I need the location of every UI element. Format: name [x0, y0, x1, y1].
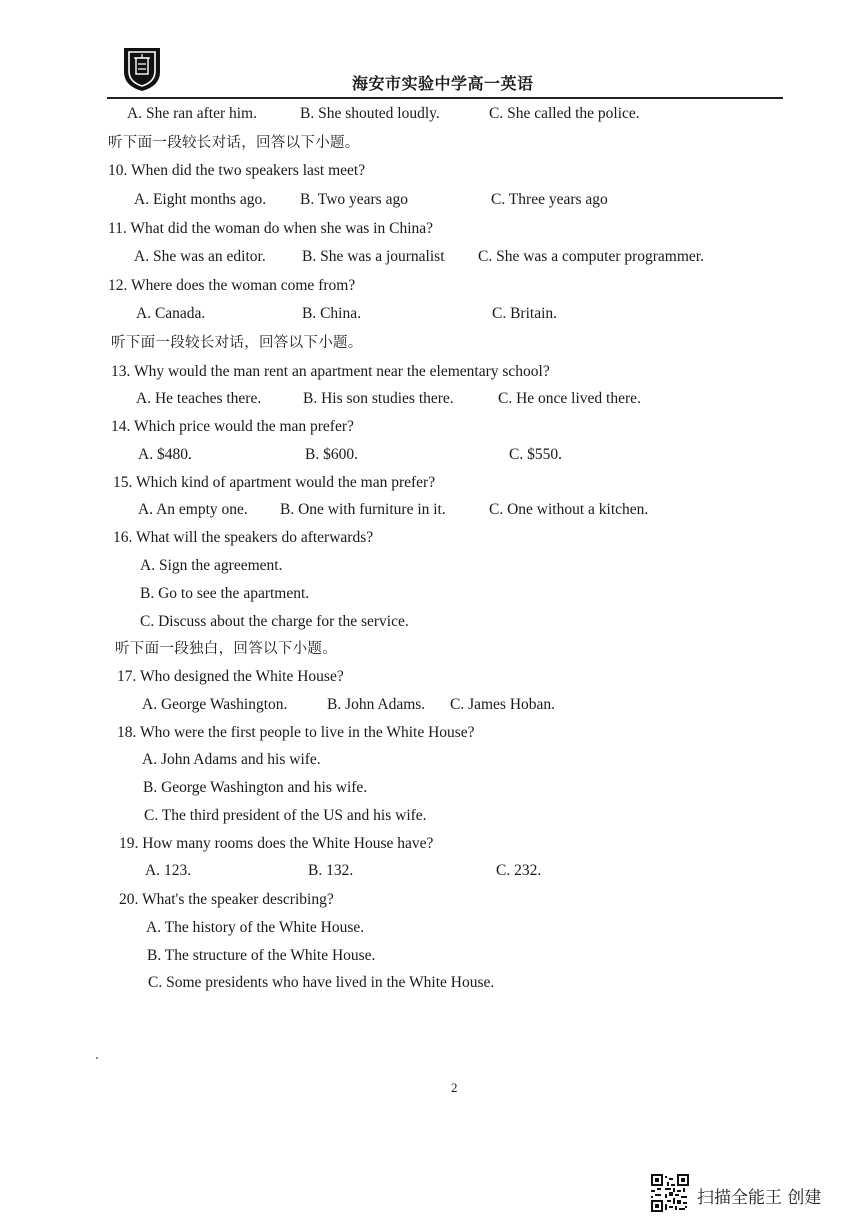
q11-option-b: B. She was a journalist [302, 248, 445, 265]
q10-option-a: A. Eight months ago. [134, 191, 267, 208]
q12-option-c: C. Britain. [492, 305, 558, 322]
q16-option-c: C. Discuss about the charge for the service. [140, 613, 409, 630]
question-15: 15. Which kind of apartment would the man prefer? [113, 474, 436, 491]
q12-option-b: B. China. [302, 305, 361, 322]
q18-option-b: B. George Washington and his wife. [143, 779, 368, 796]
q13-option-c: C. He once lived there. [498, 390, 641, 407]
q15-option-c: C. One without a kitchen. [489, 501, 649, 518]
q17-option-c: C. James Hoban. [450, 696, 556, 713]
question-16: 16. What will the speakers do afterwards? [113, 529, 374, 546]
header-title: 海安市实验中学高一英语 [352, 74, 534, 93]
question-11: 11. What did the woman do when she was in China? [108, 220, 434, 237]
section-instruction-1: 听下面一段较长对话，回答以下小题。 [108, 135, 360, 151]
question-18: 18. Who were the first people to live in the White House? [117, 724, 475, 741]
question-10: 10. When did the two speakers last meet? [108, 162, 366, 179]
q14-option-c: C. $550. [509, 446, 562, 463]
q11-option-a: A. She was an editor. [134, 248, 266, 265]
q18-option-c: C. The third president of the US and his wife. [144, 807, 427, 824]
question-12: 12. Where does the woman come from? [108, 277, 356, 294]
question-20: 20. What's the speaker describing? [119, 891, 334, 908]
question-17: 17. Who designed the White House? [117, 668, 344, 685]
page-number: 2 [451, 1080, 458, 1095]
q20-option-c: C. Some presidents who have lived in the White House. [148, 974, 495, 991]
q10-option-b: B. Two years ago [300, 191, 408, 208]
q12-option-a: A. Canada. [136, 305, 206, 322]
question-19: 19. How many rooms does the White House have? [119, 835, 434, 852]
q18-option-a: A. John Adams and his wife. [142, 751, 321, 768]
q9-option-a: A. She ran after him. [127, 105, 257, 122]
section-instruction-3: 听下面一段独白，回答以下小题。 [115, 641, 337, 657]
q19-option-b: B. 132. [308, 862, 354, 879]
question-13: 13. Why would the man rent an apartment near the elementary school? [111, 363, 550, 380]
q15-option-a: A. An empty one. [138, 501, 248, 518]
q13-option-b: B. His son studies there. [303, 390, 454, 407]
school-crest-icon [122, 46, 162, 92]
q11-option-c: C. She was a computer programmer. [478, 248, 704, 265]
scan-speck [96, 1057, 98, 1059]
q19-option-a: A. 123. [145, 862, 192, 879]
scanner-watermark: 扫描全能王 创建 [697, 1188, 822, 1208]
q9-option-c: C. She called the police. [489, 105, 640, 122]
q19-option-c: C. 232. [496, 862, 542, 879]
q17-option-a: A. George Washington. [142, 696, 288, 713]
q17-option-b: B. John Adams. [327, 696, 426, 713]
header-divider [107, 97, 783, 99]
q9-option-b: B. She shouted loudly. [300, 105, 440, 122]
q13-option-a: A. He teaches there. [136, 390, 262, 407]
q14-option-b: B. $600. [305, 446, 358, 463]
q20-option-b: B. The structure of the White House. [147, 947, 376, 964]
q20-option-a: A. The history of the White House. [146, 919, 365, 936]
q16-option-b: B. Go to see the apartment. [140, 585, 310, 602]
q16-option-a: A. Sign the agreement. [140, 557, 283, 574]
q10-option-c: C. Three years ago [491, 191, 608, 208]
section-instruction-2: 听下面一段较长对话，回答以下小题。 [111, 335, 363, 351]
q14-option-a: A. $480. [138, 446, 192, 463]
qr-code-icon [651, 1174, 689, 1212]
q15-option-b: B. One with furniture in it. [280, 501, 446, 518]
question-14: 14. Which price would the man prefer? [111, 418, 354, 435]
